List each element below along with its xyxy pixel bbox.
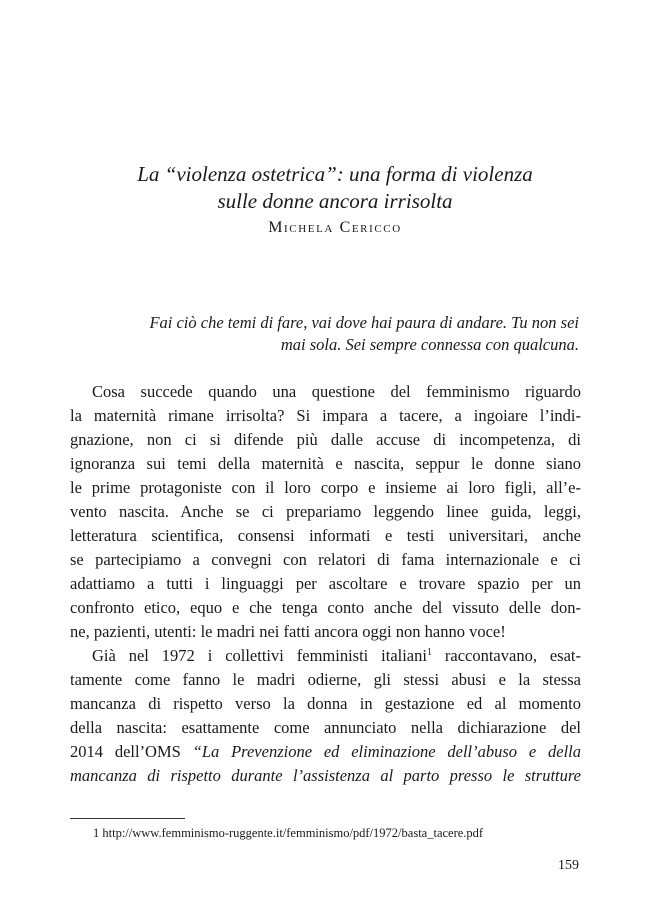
paragraph-2-text: 2014 dell’OMS xyxy=(70,742,193,761)
author-name: Michela Cericco xyxy=(268,219,402,236)
paragraph-2-line xyxy=(70,740,581,764)
paragraph-1-line: confronto etico, equo e che tenga conto anche del vissuto delle don- xyxy=(70,598,581,617)
chapter-title-line-1: La “violenza ostetrica”: una forma di violenza xyxy=(137,162,533,186)
paragraph-1-line: vento nascita. Anche se ci prepariamo leggendo linee guida, leggi, xyxy=(70,502,581,521)
paragraph-1-line: le prime protagoniste con il loro corpo e insieme ai loro figli, all’e- xyxy=(70,478,581,497)
paragraph-1-line: se partecipiamo a convegni con relatori di fama internazionale e ci xyxy=(70,550,581,569)
paragraph-2-line: tamente come fanno le madri odierne, gli stessi abusi e la stessa xyxy=(70,670,581,689)
chapter-title-line-2: sulle donne ancora irrisolta xyxy=(217,189,453,213)
paragraph-1-line: Cosa succede quando una questione del femminismo riguardo xyxy=(92,382,581,401)
epigraph-line-1: Fai ciò che temi di fare, vai dove hai paura di andare. Tu non sei xyxy=(149,313,579,332)
paragraph-1-line: letteratura scientifica, consensi informati e testi universitari, anche xyxy=(70,526,581,545)
paragraph-2-line: mancanza di rispetto durante l’assistenza al parto presso le strutture xyxy=(70,766,581,785)
footnote-reference[interactable]: 1 xyxy=(426,647,432,658)
paragraph-1-line: ne, pazienti, utenti: le madri nei fatti ancora oggi non hanno voce! xyxy=(70,622,506,641)
epigraph-line-2: mai sola. Sei sempre connessa con qualcuna. xyxy=(280,335,579,354)
paragraph-1-line: adattiamo a tutti i linguaggi per ascoltare e trovare spazio per un xyxy=(70,574,581,593)
paragraph-1-line: ignoranza sui temi della maternità e nascita, seppur le donne siano xyxy=(70,454,581,473)
paragraph-2-text: raccontavano, esat- xyxy=(431,646,581,665)
quoted-title: “La Prevenzione ed eliminazione dell’abuso e della xyxy=(192,742,581,761)
page-number: 159 xyxy=(558,858,579,873)
paragraph-2-line: della nascita: esattamente come annunciato nella dichiarazione del xyxy=(70,718,581,737)
paragraph-2-line xyxy=(92,644,581,668)
paragraph-1-line: la maternità rimane irrisolta? Si impara a tacere, a ingoiare l’indi- xyxy=(70,406,581,425)
footnote-separator xyxy=(70,818,185,819)
footnote: 1 http://www.femminismo-ruggente.it/femminismo/pdf/1972/basta_tacere.pdf xyxy=(93,826,484,840)
paragraph-1-line: gnazione, non ci si difende più dalle accuse di incompetenza, di xyxy=(70,430,581,449)
paragraph-2-text: Già nel 1972 i collettivi femministi italiani xyxy=(92,646,427,665)
paragraph-2-line: mancanza di rispetto verso la donna in gestazione ed al momento xyxy=(70,694,581,713)
